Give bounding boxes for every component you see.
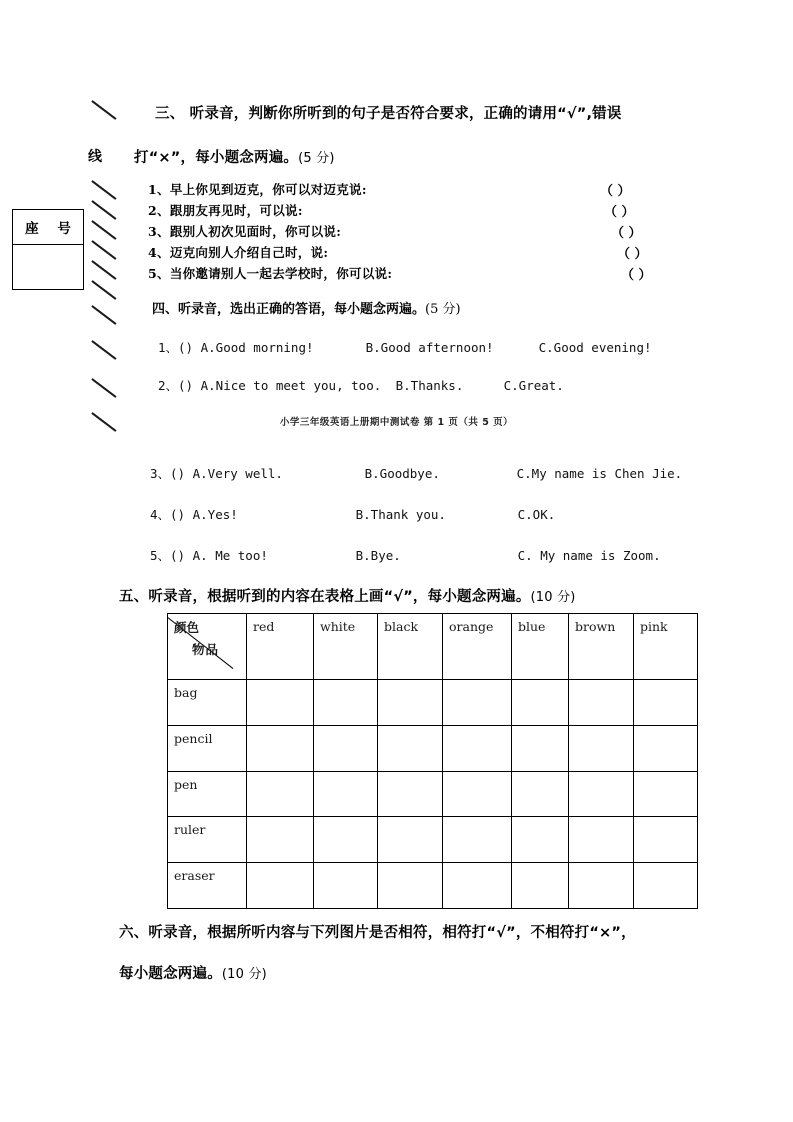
table-cell[interactable]	[512, 725, 569, 771]
section-three-heading-line1: 三、 听录音，判断你所听到的句子是否符合要求，正确的请用“√”,错误	[155, 106, 622, 122]
choice-blank[interactable]: ()	[170, 466, 186, 481]
section-six-heading-line1: 六、听录音，根据所听内容与下列图片是否相符，相符打“√”，不相符打“×”，	[119, 925, 636, 941]
table-cell[interactable]	[378, 680, 443, 726]
cut-tick-icon	[91, 280, 116, 299]
question-item	[148, 264, 392, 282]
cut-tick-icon	[91, 180, 116, 199]
table-cell[interactable]	[634, 771, 698, 817]
table-row	[168, 817, 698, 863]
table-cell[interactable]	[314, 817, 378, 863]
choice-option-a[interactable]: A.Very well.	[192, 466, 283, 481]
choice-option-a[interactable]: A.Nice to meet you, too.	[200, 378, 382, 393]
column-header: orange	[443, 614, 512, 680]
section-six-points: (10 分)	[221, 967, 267, 982]
cut-tick-icon	[91, 220, 116, 239]
table-cell[interactable]	[443, 725, 512, 771]
color-item-table	[167, 613, 698, 909]
table-row	[168, 680, 698, 726]
section-three-heading-line2-text: 打“×”，每小题念两遍。	[134, 150, 299, 166]
table-cell[interactable]	[378, 863, 443, 909]
choice-option-a[interactable]: A. Me too!	[192, 548, 268, 563]
column-header: black	[378, 614, 443, 680]
choice-option-a[interactable]: A.Yes!	[192, 507, 238, 522]
choice-item	[150, 505, 555, 523]
column-header: red	[247, 614, 314, 680]
section-six-heading-line2	[119, 962, 267, 983]
section-five-points: (10 分)	[530, 590, 576, 605]
cut-line-label: 线	[88, 149, 102, 165]
section-five-heading	[119, 585, 576, 606]
table-cell[interactable]	[247, 817, 314, 863]
cut-tick-icon	[91, 200, 116, 219]
choice-number: 1、	[158, 340, 179, 355]
table-cell[interactable]	[634, 725, 698, 771]
question-text: 早上你见到迈克，你可以对迈克说:	[169, 182, 367, 197]
choice-option-b[interactable]: B.Thanks.	[395, 378, 464, 393]
table-cell[interactable]	[569, 725, 634, 771]
row-header: eraser	[168, 863, 247, 909]
question-number: 4、	[148, 245, 170, 260]
page-footer: 小学三年级英语上册期中测试卷 第 1 页（共 5 页）	[279, 417, 514, 428]
choice-number: 4、	[150, 507, 171, 522]
column-header: pink	[634, 614, 698, 680]
question-item	[148, 222, 341, 240]
section-three-points: (5 分)	[298, 151, 335, 166]
table-cell[interactable]	[443, 817, 512, 863]
table-cell[interactable]	[314, 771, 378, 817]
cut-tick-icon	[91, 240, 116, 259]
choice-item	[150, 464, 682, 482]
table-row	[168, 863, 698, 909]
column-header: blue	[512, 614, 569, 680]
choice-number: 2、	[158, 378, 179, 393]
choice-option-a[interactable]: A.Good morning!	[200, 340, 314, 355]
table-cell[interactable]	[247, 771, 314, 817]
section-six-heading-line2-text: 每小题念两遍。	[119, 966, 222, 982]
row-header: ruler	[168, 817, 247, 863]
answer-bracket[interactable]: （ ）	[600, 184, 631, 199]
choice-option-c[interactable]: C.Great.	[503, 378, 564, 393]
choice-item	[158, 376, 564, 394]
table-cell[interactable]	[443, 680, 512, 726]
table-corner-cell	[168, 614, 247, 680]
table-cell[interactable]	[569, 771, 634, 817]
table-header-row	[168, 614, 698, 680]
table-cell[interactable]	[314, 680, 378, 726]
choice-option-c[interactable]: C. My name is Zoom.	[517, 548, 661, 563]
cut-tick-icon	[91, 340, 116, 359]
table-cell[interactable]	[247, 863, 314, 909]
corner-label-item: 物品	[192, 642, 220, 657]
seat-number-input[interactable]	[13, 245, 83, 291]
choice-item	[158, 338, 652, 356]
row-header: pencil	[168, 725, 247, 771]
row-header: bag	[168, 680, 247, 726]
choice-number: 3、	[150, 466, 171, 481]
table-cell[interactable]	[314, 863, 378, 909]
cut-tick-icon	[91, 260, 116, 279]
choice-item	[150, 546, 661, 564]
answer-bracket[interactable]: （ ）	[617, 247, 648, 262]
seat-number-box	[12, 209, 84, 290]
question-item	[148, 243, 328, 261]
table-cell[interactable]	[378, 817, 443, 863]
choice-blank[interactable]: ()	[178, 340, 194, 355]
table-cell[interactable]	[443, 863, 512, 909]
section-three-heading-line2	[134, 146, 335, 167]
answer-bracket[interactable]: （ ）	[611, 226, 642, 241]
question-number: 2、	[148, 203, 170, 218]
choice-option-b[interactable]: B.Bye.	[355, 548, 401, 563]
table-cell[interactable]	[512, 680, 569, 726]
table-cell[interactable]	[569, 817, 634, 863]
cut-tick-icon	[91, 100, 116, 119]
table-cell[interactable]	[247, 725, 314, 771]
choice-blank[interactable]: ()	[170, 548, 186, 563]
table-cell[interactable]	[512, 863, 569, 909]
column-header: white	[314, 614, 378, 680]
section-four-heading-text: 四、听录音，选出正确的答语，每小题念两遍。	[152, 302, 426, 317]
table-cell[interactable]	[378, 771, 443, 817]
row-header: pen	[168, 771, 247, 817]
color-item-table-wrapper	[167, 613, 668, 909]
question-number: 5、	[148, 266, 170, 281]
table-cell[interactable]	[569, 863, 634, 909]
choice-option-c[interactable]: C.OK.	[517, 507, 556, 522]
table-cell[interactable]	[443, 771, 512, 817]
table-cell[interactable]	[634, 680, 698, 726]
question-text: 跟朋友再见时，可以说:	[169, 203, 303, 218]
question-item	[148, 201, 303, 219]
choice-option-b[interactable]: B.Thank you.	[355, 507, 446, 522]
question-text: 跟别人初次见面时，你可以说:	[169, 224, 342, 239]
seat-number-label: 座 号	[13, 210, 83, 245]
choice-blank[interactable]: ()	[178, 378, 194, 393]
corner-label-color: 颜色	[174, 620, 200, 635]
section-four-heading	[152, 298, 461, 317]
question-text: 迈克向别人介绍自己时，说:	[169, 245, 329, 260]
table-cell[interactable]	[569, 680, 634, 726]
answer-bracket[interactable]: （ ）	[604, 205, 635, 220]
table-cell[interactable]	[634, 817, 698, 863]
table-cell[interactable]	[247, 680, 314, 726]
cut-tick-icon	[91, 378, 116, 397]
choice-option-b[interactable]: B.Goodbye.	[364, 466, 440, 481]
question-item	[148, 180, 367, 198]
choice-option-c[interactable]: C.Good evening!	[538, 340, 652, 355]
table-cell[interactable]	[634, 863, 698, 909]
table-cell[interactable]	[512, 817, 569, 863]
table-row	[168, 725, 698, 771]
choice-option-b[interactable]: B.Good afternoon!	[365, 340, 494, 355]
question-number: 3、	[148, 224, 170, 239]
table-cell[interactable]	[314, 725, 378, 771]
cut-tick-icon	[91, 305, 116, 324]
choice-number: 5、	[150, 548, 171, 563]
section-four-points: (5 分)	[425, 302, 461, 317]
table-row	[168, 771, 698, 817]
column-header: brown	[569, 614, 634, 680]
section-five-heading-text: 五、听录音，根据听到的内容在表格上画“√”，每小题念两遍。	[119, 589, 531, 605]
table-cell[interactable]	[378, 725, 443, 771]
answer-bracket[interactable]: （ ）	[621, 268, 652, 283]
choice-option-c[interactable]: C.My name is Chen Jie.	[516, 466, 683, 481]
choice-blank[interactable]: ()	[170, 507, 186, 522]
table-cell[interactable]	[512, 771, 569, 817]
question-number: 1、	[148, 182, 170, 197]
question-text: 当你邀请别人一起去学校时，你可以说:	[169, 266, 393, 281]
